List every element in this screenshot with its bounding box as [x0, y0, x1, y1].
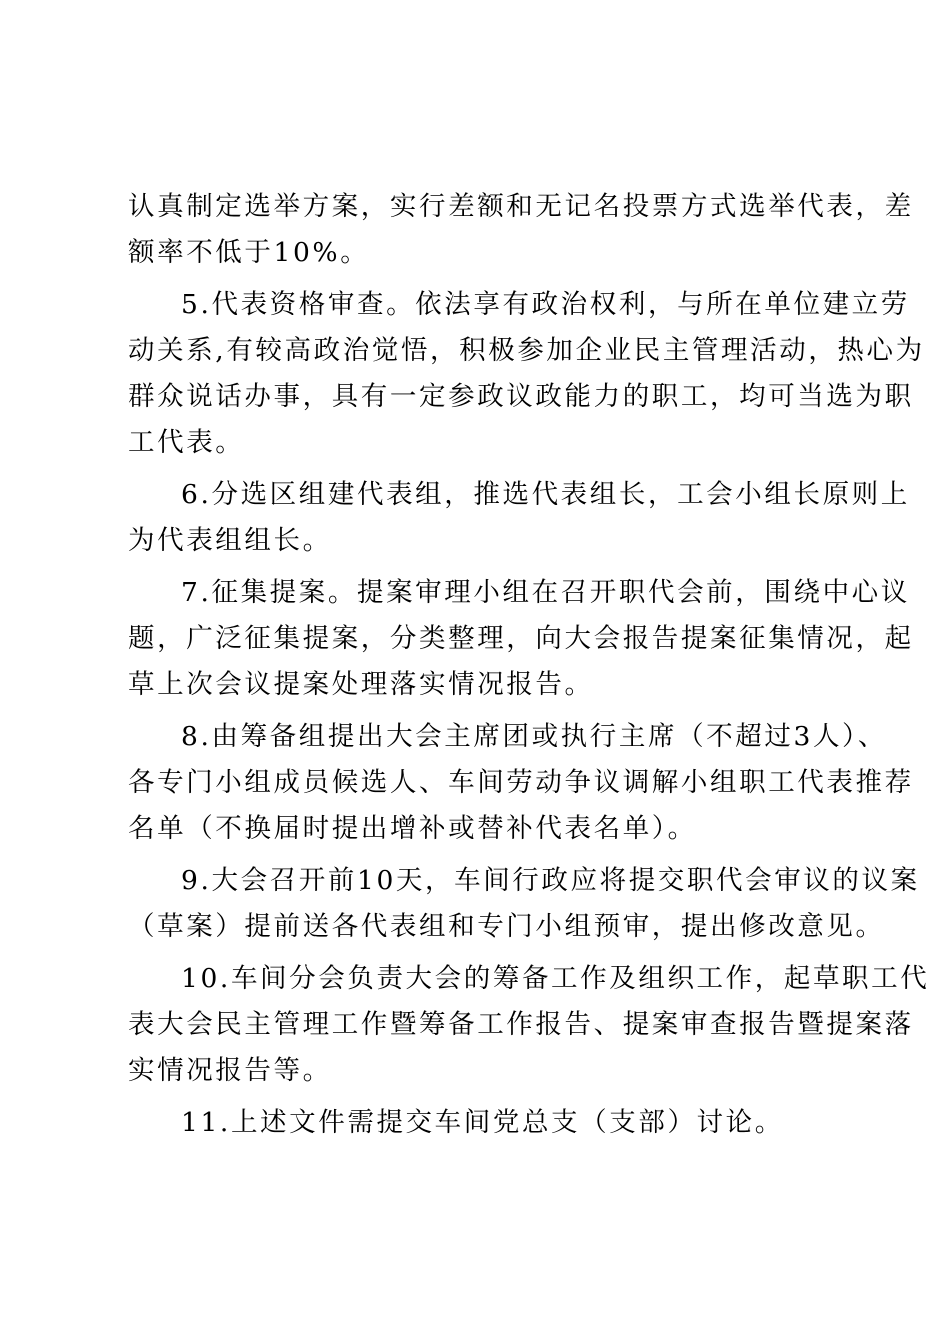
text-line: 工代表。 — [128, 427, 245, 458]
text-line: 认真制定选举方案，实行差额和无记名投票方式选举代表，差 — [128, 191, 914, 222]
text-line: 为代表组组长。 — [128, 525, 332, 556]
text-line: 实情况报告等。 — [128, 1055, 332, 1086]
paragraph-item-9 — [128, 858, 920, 950]
text-line: 9.大会召开前10天，车间行政应将提交职代会审议的议案 — [181, 865, 920, 896]
text-line: 10.车间分会负责大会的筹备工作及组织工作，起草职工代 — [181, 963, 930, 994]
text-line: 动关系,有较高政治觉悟，积极参加企业民主管理活动，热心为 — [128, 335, 925, 366]
paragraph-item-8 — [128, 714, 914, 852]
text-line: 5.代表资格审查。依法享有政治权利，与所在单位建立劳 — [181, 289, 910, 320]
text-line: （草案）提前送各代表组和专门小组预审，提出修改意见。 — [128, 911, 885, 942]
text-line: 各专门小组成员候选人、车间劳动争议调解小组职工代表推荐 — [128, 767, 914, 798]
text-line: 题，广泛征集提案，分类整理，向大会报告提案征集情况，起 — [128, 623, 914, 654]
text-line: 表大会民主管理工作暨筹备工作报告、提案审查报告暨提案落 — [128, 1009, 914, 1040]
text-line: 群众说话办事，具有一定参政议政能力的职工，均可当选为职 — [128, 381, 914, 412]
paragraph-item-11 — [128, 1100, 832, 1146]
text-line: 7.征集提案。提案审理小组在召开职代会前，围绕中心议 — [181, 577, 910, 608]
text-line: 额率不低于10%。 — [128, 237, 370, 268]
text-line: 6.分选区组建代表组，推选代表组长，工会小组长原则上 — [181, 479, 910, 510]
text-line: 11.上述文件需提交车间党总支（支部）讨论。 — [181, 1107, 784, 1138]
document-body — [128, 184, 930, 1152]
paragraph-item-5 — [128, 282, 925, 466]
text-line: 草上次会议提案处理落实情况报告。 — [128, 669, 594, 700]
paragraph-item-7 — [128, 570, 914, 708]
text-line: 名单（不换届时提出增补或替补代表名单）。 — [128, 813, 697, 844]
paragraph-item-10 — [128, 956, 930, 1094]
paragraph-item-6 — [128, 472, 910, 564]
text-line: 8.由筹备组提出大会主席团或执行主席（不超过3人）、 — [181, 721, 887, 752]
paragraph-continuation — [128, 184, 914, 276]
